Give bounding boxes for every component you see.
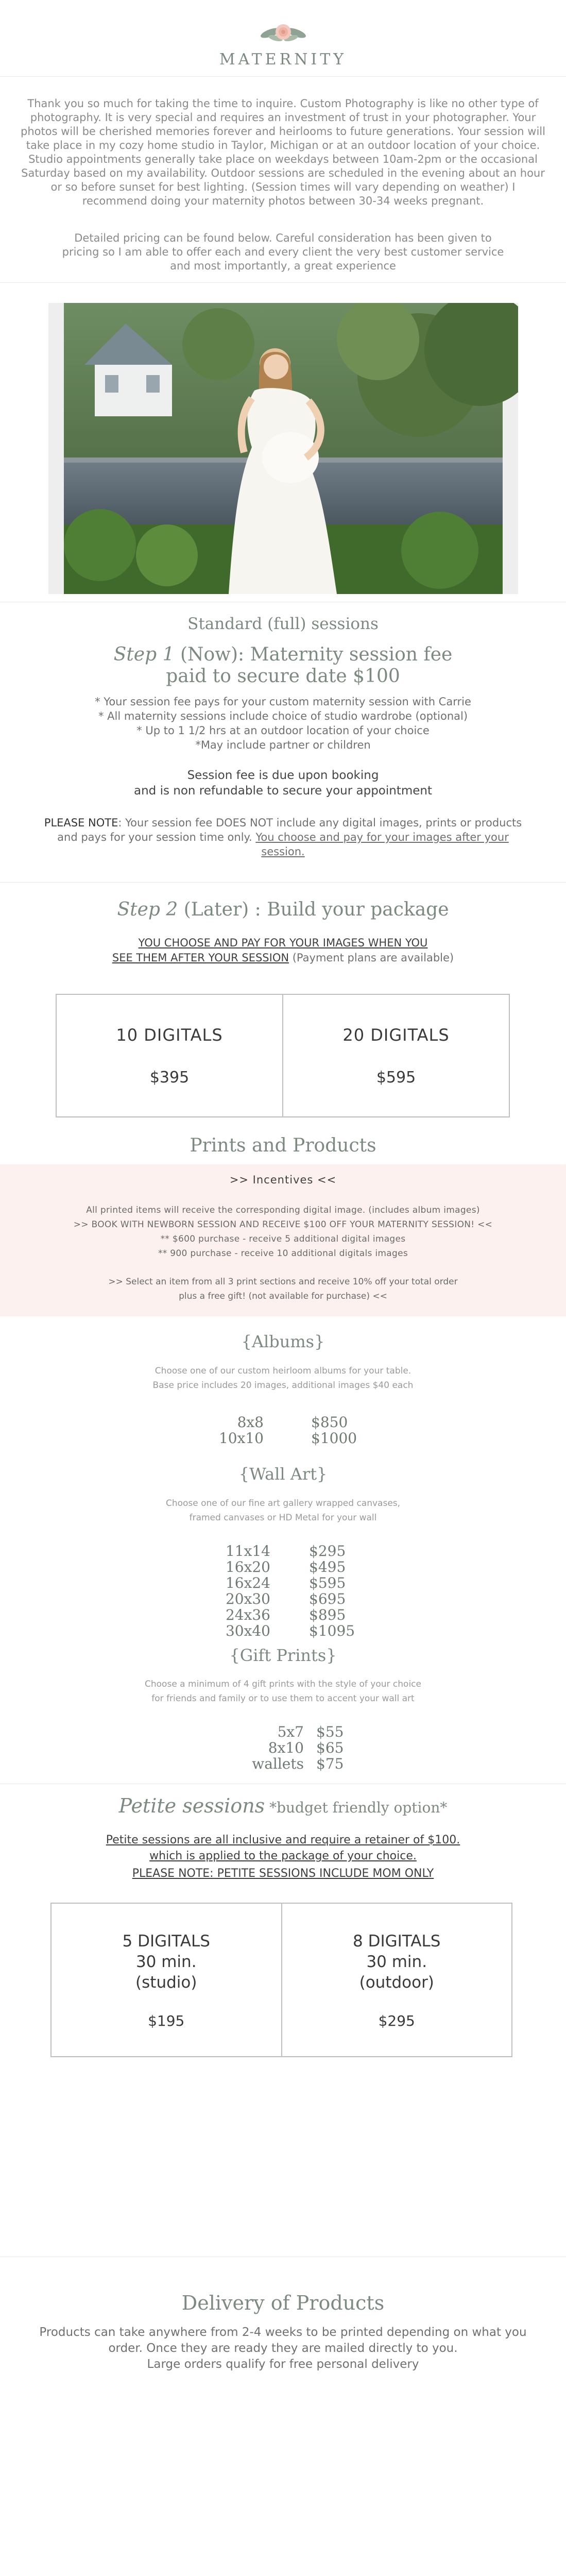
package-cell: [57, 995, 282, 1116]
step2-label: Step 2: [117, 899, 178, 920]
petite-description: [0, 1832, 566, 1864]
gift-price: $75: [316, 1755, 344, 1772]
package-duration: 30 min.: [366, 1952, 427, 1971]
session-fee-note: [0, 768, 566, 799]
divider: [0, 882, 566, 883]
list-item: * Up to 1 1/2 hrs at an outdoor location of your choice: [136, 724, 430, 737]
standard-sessions-heading: Standard (full) sessions: [187, 615, 379, 633]
petite-tagline: *budget friendly option*: [265, 1799, 448, 1816]
package-name: 10 DIGITALS: [116, 1025, 223, 1045]
petite-packages-table: [50, 1903, 512, 2057]
choose-line: YOU CHOOSE AND PAY FOR YOUR IMAGES WHEN YOU: [138, 937, 428, 949]
albums-heading: {Albums}: [241, 1332, 325, 1351]
package-location: (studio): [135, 1973, 197, 1992]
step1-label: Step 1: [113, 644, 175, 665]
desc-line: Choose one of our fine art gallery wrapped canvases,: [165, 1498, 401, 1509]
package-cell: [281, 1904, 512, 2056]
step2-title: (Later) : Build your package: [178, 899, 449, 920]
step1-title: (Now): Maternity session fee: [174, 644, 453, 665]
gift-price: $55: [316, 1723, 344, 1740]
digital-packages-table: [56, 994, 510, 1117]
gift-prints-heading: {Gift Prints}: [229, 1646, 337, 1665]
desc-line: for friends and family or to use them to accent your wall art: [151, 1693, 415, 1704]
package-duration: 30 min.: [135, 1952, 197, 1971]
bundle-offer: [0, 1275, 566, 1303]
floral-logo-icon: [0, 18, 566, 48]
incentive-line: ** $600 purchase - receive 5 additional digital images: [160, 1234, 406, 1244]
wall-size: 20x30: [225, 1590, 270, 1607]
desc-line: Choose a minimum of 4 gift prints with the style of your choice: [145, 1679, 421, 1689]
intro-paragraph: Thank you so much for taking the time to inquire. Custom Photography is like no other type of photography. It is very special and requires an investment of trust in your photographer. Your photos will be cherished memories forever and heirlooms to future generations. Your session will take place in my cozy home studio in Taylor, Michigan or at an outdoor location of your choice. Studio appointments generally take place on weekdays between 10am-2pm or the occasional Saturday based on my availability. Outdoor sessions are scheduled in the evening about an hour or so before sunset for best lighting. (Session times will vary depending on weather) I recommend doing your maternity photos between 30-34 weeks pregnant.: [21, 97, 545, 207]
gift-size: 8x10: [268, 1739, 304, 1756]
wall-price: $1095: [309, 1622, 355, 1639]
wall-size: 30x40: [225, 1622, 270, 1639]
package-price: $395: [149, 1068, 190, 1087]
delivery-heading: Delivery of Products: [181, 2292, 385, 2314]
album-price: $1000: [311, 1430, 357, 1447]
petite-sessions-heading: [0, 1794, 566, 1817]
divider: [0, 282, 566, 283]
wall-price: $595: [309, 1574, 346, 1591]
wall-size: 11x14: [225, 1543, 270, 1560]
list-item: *May include partner or children: [195, 739, 371, 751]
petite-line: Petite sessions are all inclusive and require a retainer of $100.: [106, 1834, 460, 1846]
package-cell: [52, 1904, 281, 2056]
wall-size: 24x36: [225, 1606, 270, 1623]
wall-price: $295: [309, 1543, 346, 1560]
wall-art-heading: {Wall Art}: [238, 1464, 328, 1484]
incentive-line: ** 900 purchase - receive 10 additional digitals images: [158, 1248, 408, 1259]
package-price: $195: [148, 2012, 185, 2029]
package-location: (outdoor): [359, 1973, 434, 1992]
incentive-line: >> BOOK WITH NEWBORN SESSION AND RECEIVE $100 OFF YOUR MATERNITY SESSION! <<: [73, 1219, 493, 1230]
step1-title-line2: paid to secure date $100: [166, 666, 400, 687]
gift-price: $65: [316, 1739, 344, 1756]
wall-art-description: [0, 1496, 566, 1525]
wall-size: 16x24: [225, 1574, 270, 1591]
package-name: 20 DIGITALS: [342, 1025, 450, 1045]
wall-price: $695: [309, 1590, 346, 1607]
incentive-line: All printed items will receive the corresponding digital image. (includes album images): [86, 1205, 480, 1215]
desc-line: framed canvases or HD Metal for your wall: [189, 1513, 377, 1523]
prints-products-heading: Prints and Products: [190, 1135, 376, 1156]
maternity-photo: [48, 303, 518, 594]
delivery-line: Products can take anywhere from 2-4 weeks to be printed depending on what you: [39, 2326, 527, 2339]
petite-line: which is applied to the package of your choice.: [149, 1850, 417, 1862]
package-cell: [282, 995, 509, 1116]
choose-line-underlined: SEE THEM AFTER YOUR SESSION: [112, 952, 289, 964]
note-text: : Your session fee DOES NOT include any digital images, prints or products and pays for your session time only.: [57, 817, 522, 843]
note-label: PLEASE NOTE: [44, 817, 118, 829]
desc-line: Choose one of our custom heirloom albums for your table.: [155, 1366, 411, 1376]
wall-size: 16x20: [225, 1558, 270, 1575]
wall-price: $895: [309, 1606, 346, 1623]
album-size: 10x10: [218, 1430, 264, 1447]
list-item: * All maternity sessions include choice of studio wardrobe (optional): [98, 710, 468, 722]
gift-size: wallets: [252, 1755, 304, 1772]
wall-price: $495: [309, 1558, 346, 1575]
album-size: 8x8: [237, 1414, 264, 1431]
package-name: 8 DIGITALS: [353, 1931, 441, 1951]
list-item: * Your session fee pays for your custom maternity session with Carrie: [95, 696, 471, 708]
desc-line: Base price includes 20 images, additional images $40 each: [152, 1380, 414, 1391]
divider: [0, 76, 566, 77]
step2-heading: [0, 899, 566, 920]
delivery-line: Large orders qualify for free personal delivery: [147, 2358, 419, 2371]
note-underlined: You choose and pay for your images after your session.: [255, 831, 509, 858]
incentives-list: [0, 1203, 566, 1261]
album-price: $850: [311, 1414, 348, 1431]
incentives-title: >> Incentives <<: [229, 1174, 337, 1186]
choose-images-note: [0, 936, 566, 965]
gift-prints-description: [0, 1677, 566, 1706]
fee-line: Session fee is due upon booking: [187, 769, 379, 782]
delivery-description: [0, 2325, 566, 2372]
offer-line: plus a free gift! (not available for purchase) <<: [179, 1291, 387, 1301]
petite-note: PLEASE NOTE: PETITE SESSIONS INCLUDE MOM ONLY: [132, 1867, 434, 1880]
petite-title: Petite sessions: [118, 1794, 265, 1817]
session-includes-list: [0, 694, 566, 752]
pricing-intro-paragraph: Detailed pricing can be found below. Careful consideration has been given to pricing so I am able to offer each and every client the very best customer service and most importantly, a great experience: [62, 232, 504, 272]
offer-line: >> Select an item from all 3 print sections and receive 10% off your total order: [108, 1277, 458, 1287]
payment-plans-note: (Payment plans are available): [289, 952, 454, 964]
page-title: MATERNITY: [219, 50, 347, 69]
gift-size: 5x7: [277, 1723, 304, 1740]
please-note-paragraph: [39, 816, 527, 859]
package-price: $295: [378, 2012, 415, 2029]
fee-line: and is non refundable to secure your appointment: [134, 784, 432, 798]
package-name: 5 DIGITALS: [122, 1931, 210, 1951]
albums-description: [0, 1364, 566, 1393]
step1-heading: [0, 644, 566, 687]
delivery-line: order. Once they are ready they are mailed directly to you.: [108, 2342, 458, 2355]
package-price: $595: [376, 1068, 416, 1087]
